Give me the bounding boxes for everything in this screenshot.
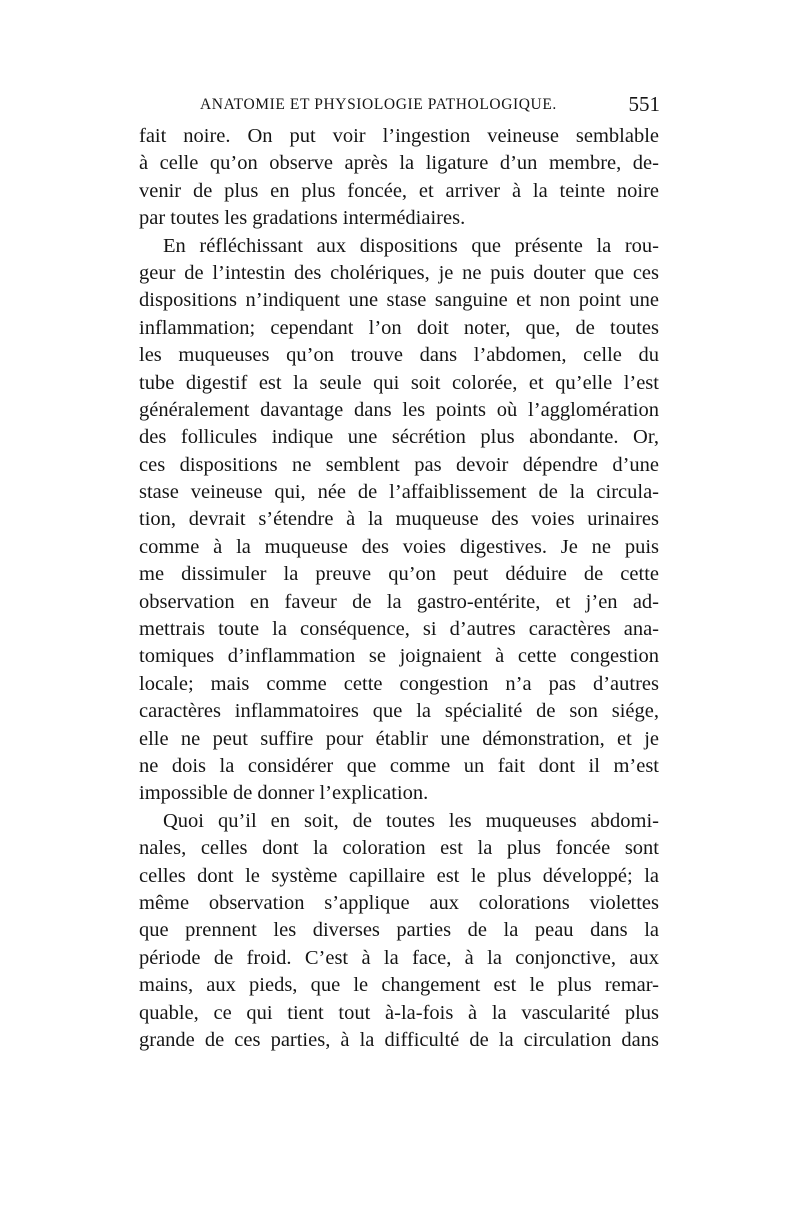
text-line: comme à la muqueuse des voies digestives. Je ne puis [139,535,659,558]
text-line: Quoi qu’il en soit, de toutes les muqueuses abdomi- [163,809,659,832]
text-line: même observation s’applique aux colorations violettes [139,891,659,914]
text-line: généralement davantage dans les points où l’agglomération [139,398,659,421]
text-line: mettrais toute la conséquence, si d’autres caractères ana- [139,618,659,641]
text-line: En réfléchissant aux dispositions que présente la rou- [163,234,659,257]
text-line: nales, celles dont la coloration est la plus foncée sont [139,837,659,860]
text-line: inflammation; cependant l’on doit noter, que, de toutes [139,316,659,339]
text-line: mains, aux pieds, que le changement est le plus remar- [139,974,659,997]
text-line: celles dont le système capillaire est le plus développé; la [139,864,659,887]
text-line: ne dois la considérer que comme un fait dont il m’est [139,754,659,777]
text-line: à celle qu’on observe après la ligature d’un membre, de- [139,152,659,175]
text-line: locale; mais comme cette congestion n’a pas d’autres [139,672,659,695]
text-line: dispositions n’indiquent une stase sanguine et non point une [139,289,659,312]
text-line: fait noire. On put voir l’ingestion veineuse semblable [139,125,659,147]
text-line: ces dispositions ne semblent pas devoir dépendre d’une [139,453,659,476]
text-line: observation en faveur de la gastro-entérite, et j’en ad- [139,590,659,613]
text-line: geur de l’intestin des cholériques, je ne puis douter que ces [139,261,659,284]
paragraph [139,123,659,233]
running-title: ANATOMIE ET PHYSIOLOGIE PATHOLOGIQUE. [200,96,557,113]
text-line: tube digestif est la seule qui soit colorée, et qu’elle l’est [139,371,659,394]
text-line: par toutes les gradations intermédiaires. [139,207,466,230]
text-line: tomiques d’inflammation se joignaient à cette congestion [139,645,659,668]
paragraph [139,233,659,808]
text-line: période de froid. C’est à la face, à la conjonctive, aux [139,946,659,969]
text-line: venir de plus en plus foncée, et arriver à la teinte noire [139,179,659,202]
page-number: 551 [628,92,660,116]
text-line: grande de ces parties, à la difficulté de la circulation dans [139,1028,659,1051]
text-line: stase veineuse qui, née de l’affaiblissement de la circula- [139,481,659,504]
text-line: les muqueuses qu’on trouve dans l’abdomen, celle du [139,344,659,367]
text-line: impossible de donner l’explication. [139,782,429,805]
text-line: des follicules indique une sécrétion plus abondante. Or, [139,426,659,449]
text-line: quable, ce qui tient tout à-la-fois à la vascularité plus [139,1001,659,1024]
running-head [200,92,660,122]
text-line: caractères inflammatoires que la spécialité de son siége, [139,700,659,723]
text-line: que prennent les diverses parties de la peau dans la [139,919,659,942]
text-line: elle ne peut suffire pour établir une démonstration, et je [139,727,659,750]
text-line: tion, devrait s’étendre à la muqueuse des voies urinaires [139,508,659,531]
text-line: me dissimuler la preuve qu’on peut déduire de cette [139,563,659,586]
paragraph [139,808,659,1055]
body-text [139,123,659,1054]
